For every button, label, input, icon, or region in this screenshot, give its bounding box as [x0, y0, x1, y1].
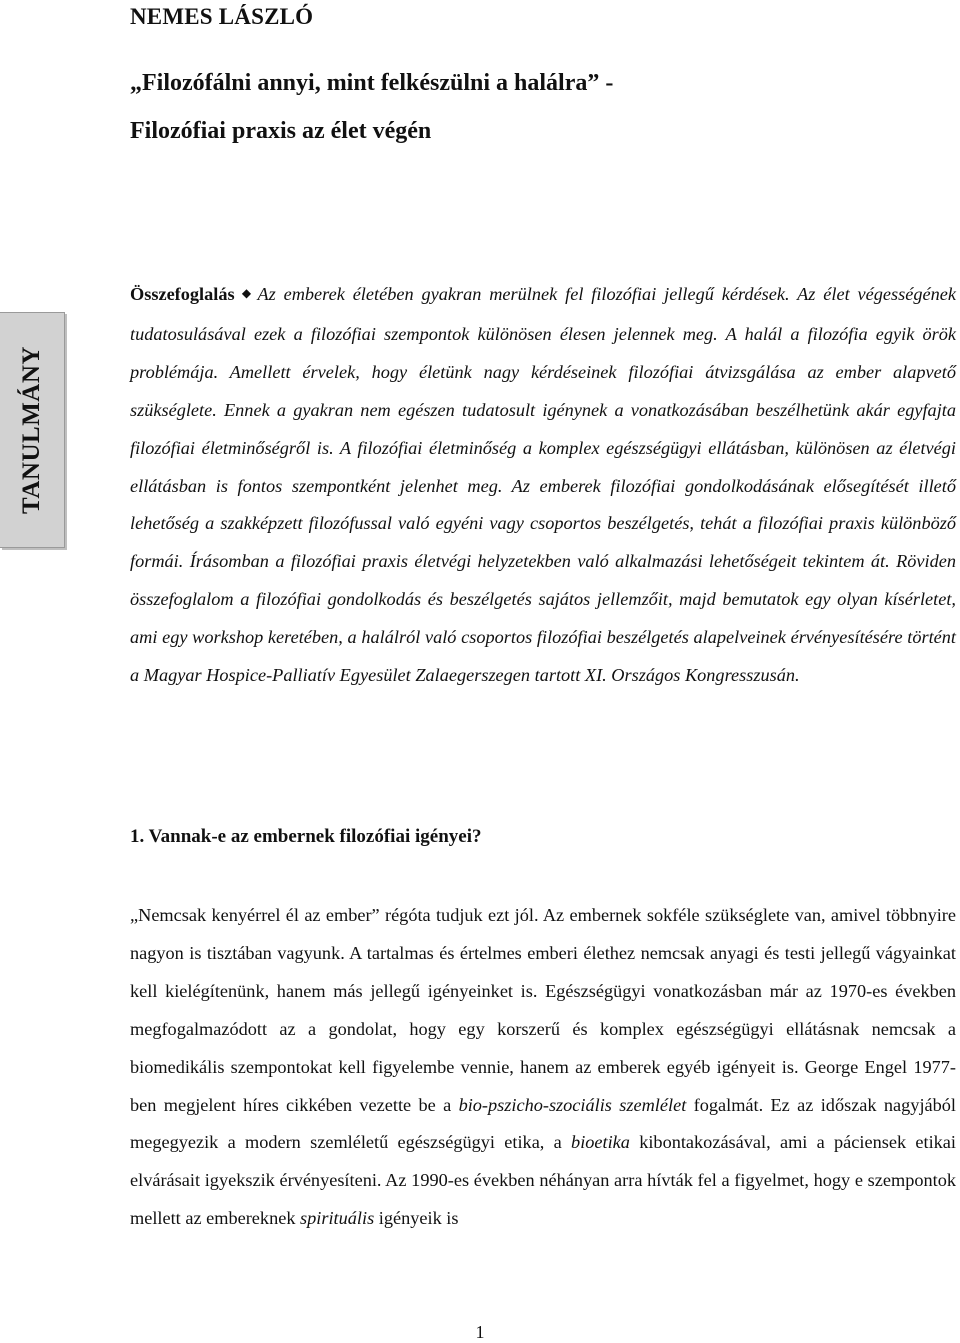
author-name: NEMES LÁSZLÓ	[130, 4, 314, 29]
body-paragraph	[130, 897, 956, 1238]
side-tab-label: TANULMÁNY	[18, 346, 45, 514]
abstract-text: Az emberek életében gyakran merülnek fel filozófiai jellegű kérdések. Az élet végességének tudatosulásával ezek a filozófiai szempontok különösen élesen jelennek meg. A halál a filozófia egyik örök problémája. Amellett érvelek, hogy életünk nagy kérdéseinek filozófiai átvizsgálása az ember alapvető szükséglete. Ennek a gyakran nem egészen tudatosult igénynek a vonatkozásában beszélhetünk akár egyfajta filozófiai életminőségről is. A filozófiai életminőség a komplex egészségügyi ellátásban, különösen az életvégi ellátásban is fontos szempontként jelenhet meg. Az emberek filozófiai gondolkodásának elősegítését illető lehetőség a szakképzett filozófussal való egyéni vagy csoportos beszélgetés, tehát a filozófiai praxis különböző formái. Írásomban a filozófiai praxis életvégi helyzetekben való alkalmazási lehetőségeit tekintem át. Röviden összefoglalom a filozófiai gondolkodás és beszélgetés sajátos jellemzőit, majd bemutatok egy olyan kísérletet, ami egy workshop keretében, a halálról való csoportos filozófiai beszélgetés alapelveinek érvényesítésére történt a Magyar Hospice-Palliatív Egyesület Zalaegerszegen tartott XI. Országos Kongresszusán.	[130, 284, 956, 686]
section-heading: 1. Vannak-e az embernek filozófiai igényei?	[130, 826, 482, 847]
diamond-separator-icon: ◆	[238, 286, 255, 300]
abstract-paragraph	[130, 276, 956, 695]
body-text-part-2: fogalmát. Ez az időszak nagyjából megegyezik a modern szemléletű egészségügyi etika, a	[130, 1094, 957, 1153]
section-side-tab	[0, 312, 65, 548]
body-text-part-4: igényeik is	[374, 1208, 459, 1229]
page-number: 1	[475, 1322, 485, 1342]
term-bio-psycho-social: bio-pszicho-szociális szemlélet	[458, 1094, 687, 1115]
article-title-line-2: Filozófiai praxis az élet végén	[130, 118, 432, 144]
term-spiritual: spirituális	[300, 1208, 375, 1229]
article-title-line-1: „Filozófálni annyi, mint felkészülni a halálra” -	[130, 70, 614, 96]
body-text-part-3: kibontakozásával, ami a páciensek etikai elvárásait igyekszik érvényesíteni. Az 1990-es években néhányan arra hívták fel a figyelmet, hogy e szempontok mellett az embereknek	[130, 1132, 956, 1229]
abstract-label: Összefoglalás	[130, 284, 235, 304]
body-text-part-1: „Nemcsak kenyérrel él az ember” régóta tudjuk ezt jól. Az embernek sokféle szükséglete van, amivel többnyire nagyon is tisztában vagyunk. A tartalmas és értelmes emberi élethez nemcsak anyagi és testi jellegű vágyainkat kell kielégítenünk, hanem más jellegű igényeinket is. Egészségügyi vonatkozásban már az 1970-es években megfogalmazódott az a gondolat, hogy egy korszerű és komplex egészségügyi ellátásnak nemcsak a biomedikális szempontokat kell figyelembe vennie, hanem az emberek egyéb igényeit is. George Engel 1977-ben megjelent híres cikkében vezette be a	[130, 905, 956, 1115]
term-bioethics: bioetika	[571, 1132, 630, 1153]
